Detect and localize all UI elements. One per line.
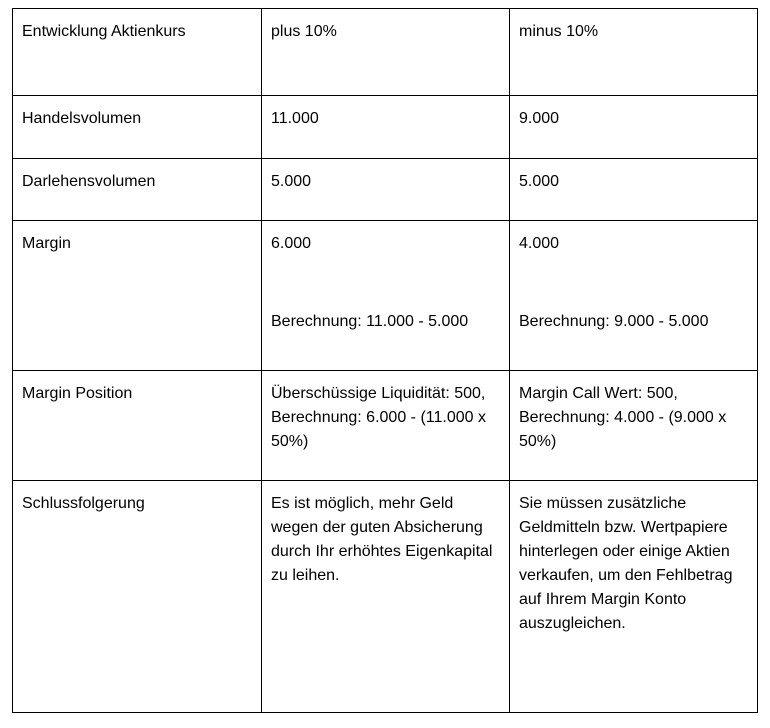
table-row (13, 221, 758, 371)
margin-comparison-table (12, 8, 758, 713)
handelsvolumen-minus-cell: 9.000 (510, 96, 758, 159)
table-row (13, 9, 758, 96)
row-label-schlussfolgerung: Schlussfolgerung (13, 481, 262, 713)
margin-position-plus-cell: Überschüssige Liquidität: 500, Berechnung: 6.000 - (11.000 x 50%) (262, 371, 510, 481)
row-label-margin: Margin (13, 221, 262, 371)
darlehensvolumen-minus-cell: 5.000 (510, 159, 758, 221)
margin-plus-calculation: Berechnung: 11.000 - 5.000 (271, 313, 469, 330)
schlussfolgerung-plus-cell: Es ist möglich, mehr Geld wegen der guten Absicherung durch Ihr erhöhtes Eigenkapital zu leihen. (262, 481, 510, 713)
row-label-entwicklung-aktienkurs: Entwicklung Aktienkurs (13, 9, 262, 96)
table-row (13, 159, 758, 221)
margin-plus-value: 6.000 (271, 235, 312, 252)
header-plus-10: plus 10% (262, 9, 510, 96)
row-label-darlehensvolumen: Darlehensvolumen (13, 159, 262, 221)
margin-plus-cell (262, 221, 510, 371)
handelsvolumen-plus-cell: 11.000 (262, 96, 510, 159)
header-minus-10: minus 10% (510, 9, 758, 96)
schlussfolgerung-minus-cell: Sie müssen zusätzliche Geldmitteln bzw. Wertpapiere hinterlegen oder einige Aktien verkaufen, um den Fehlbetrag auf Ihrem Margin Konto auszugleichen. (510, 481, 758, 713)
table-row (13, 96, 758, 159)
table-row (13, 371, 758, 481)
row-label-handelsvolumen: Handelsvolumen (13, 96, 262, 159)
margin-position-minus-cell: Margin Call Wert: 500, Berechnung: 4.000 - (9.000 x 50%) (510, 371, 758, 481)
darlehensvolumen-plus-cell: 5.000 (262, 159, 510, 221)
margin-minus-cell (510, 221, 758, 371)
margin-minus-calculation: Berechnung: 9.000 - 5.000 (519, 313, 709, 330)
row-label-margin-position: Margin Position (13, 371, 262, 481)
table-row (13, 481, 758, 713)
margin-minus-value: 4.000 (519, 235, 560, 252)
